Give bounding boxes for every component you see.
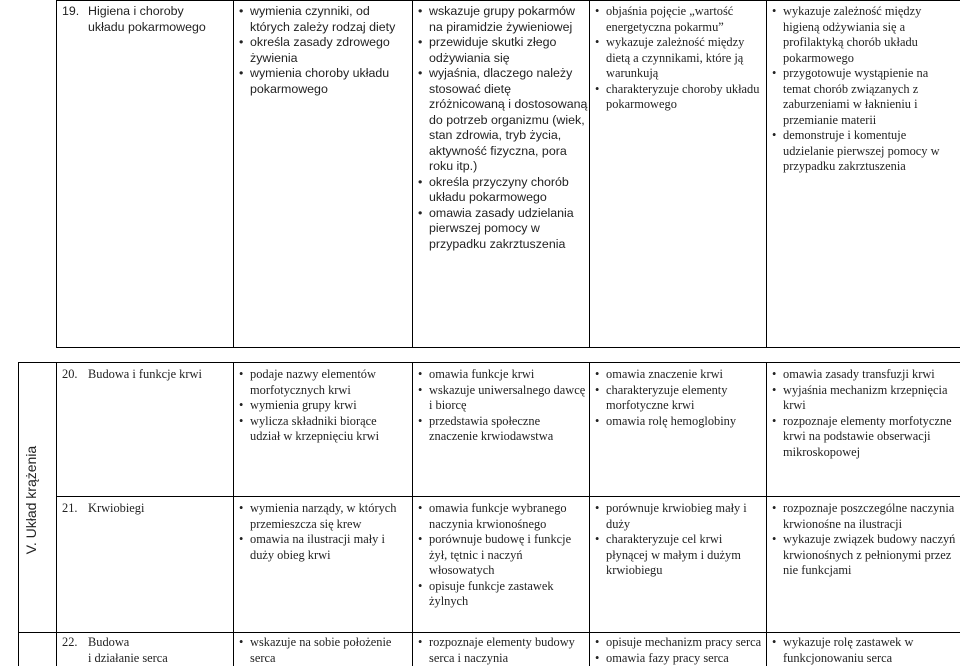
list-item: • omawia funkcje krwi	[416, 367, 588, 383]
list-item: • wymienia choroby układu pokarmowego	[237, 66, 409, 97]
row-19-col1	[237, 4, 409, 97]
row-19-topic: 19. Higiena i choroby układu pokarmowego	[62, 4, 206, 34]
list-item: • określa zasady zdrowego żywienia	[237, 35, 409, 66]
list-item: • omawia fazy pracy serca	[593, 651, 765, 666]
row-21-col1	[237, 501, 409, 563]
list-item: • wymienia grupy krwi	[237, 398, 409, 414]
row-20-col2	[416, 367, 588, 445]
list-item: • omawia funkcje wybranego naczynia krwionośnego	[416, 501, 588, 532]
row-19-col2	[416, 4, 588, 252]
row-19-col3	[593, 4, 765, 113]
row-22-col4	[770, 635, 958, 666]
row-20-col1	[237, 367, 409, 445]
list-item: • opisuje funkcje zastawek żylnych	[416, 579, 588, 610]
list-item: • przygotowuje wystąpienie na temat chorób związanych z zaburzeniami w łaknieniu i przemianie materii	[770, 66, 958, 128]
list-item: • rozpoznaje poszczególne naczynia krwionośne na ilustracji	[770, 501, 958, 532]
list-item: • omawia zasady transfuzji krwi	[770, 367, 958, 383]
list-item: • wykazuje zależność między higieną odżywiania się a profilaktyką chorób układu pokarmowego	[770, 4, 958, 66]
list-item: • charakteryzuje elementy morfotyczne krwi	[593, 383, 765, 414]
row-number: 21.	[62, 501, 78, 515]
row-20-col4	[770, 367, 958, 460]
list-item: • demonstruje i komentuje udzielanie pierwszej pomocy w przypadku zakrztuszenia	[770, 128, 958, 175]
list-item: • wskazuje uniwersalnego dawcę i biorcę	[416, 383, 588, 414]
list-item: • opisuje mechanizm pracy serca	[593, 635, 765, 651]
list-item: • wyjaśnia mechanizm krzepnięcia krwi	[770, 383, 958, 414]
list-item: • wskazuje na sobie położenie serca	[237, 635, 409, 666]
list-item: • omawia zasady udzielania pierwszej pomocy w przypadku zakrztuszenia	[416, 206, 588, 253]
row-21-col2	[416, 501, 588, 610]
list-item: • rozpoznaje elementy budowy serca i naczynia	[416, 635, 588, 666]
row-number: 22.	[62, 635, 78, 649]
list-item: • omawia rolę hemoglobiny	[593, 414, 765, 430]
row-19-col4	[770, 4, 958, 175]
row-20-topic: 20. Budowa i funkcje krwi	[62, 367, 202, 381]
list-item: • rozpoznaje elementy morfotyczne krwi na podstawie obserwacji mikroskopowej	[770, 414, 958, 461]
list-item: • podaje nazwy elementów morfotycznych krwi	[237, 367, 409, 398]
list-item: • wylicza składniki biorące udział w krzepnięciu krwi	[237, 414, 409, 445]
list-item: • wykazuje związek budowy naczyń krwionośnych z pełnionymi przez nie funkcjami	[770, 532, 958, 579]
row-22-col3	[593, 635, 765, 666]
list-item: • charakteryzuje cel krwi płynącej w małym i dużym krwiobiegu	[593, 532, 765, 579]
list-item: • wymienia narządy, w których przemieszcza się krew	[237, 501, 409, 532]
list-item: • porównuje budowę i funkcje żył, tętnic i naczyń włosowatych	[416, 532, 588, 579]
list-item: • określa przyczyny chorób układu pokarmowego	[416, 175, 588, 206]
list-item: • omawia znaczenie krwi	[593, 367, 765, 383]
row-22-col1	[237, 635, 409, 666]
row-21-col4	[770, 501, 958, 579]
row-number: 19.	[62, 4, 80, 18]
list-item: • wykazuje rolę zastawek w funkcjonowaniu serca	[770, 635, 958, 666]
section-label: V. Układ krążenia	[23, 445, 39, 555]
row-21-topic: 21. Krwiobiegi	[62, 501, 145, 515]
list-item: • wyjaśnia, dlaczego należy stosować dietę zróżnicowaną i dostosowaną do potrzeb organizmu (wiek, stan zdrowia, tryb życia, aktywność fizyczna, pora roku itp.)	[416, 66, 588, 175]
list-item: • wykazuje zależność między dietą a czynnikami, które ją warunkują	[593, 35, 765, 82]
row-number: 20.	[62, 367, 78, 381]
row-21-col3	[593, 501, 765, 579]
list-item: • przewiduje skutki złego odżywiania się	[416, 35, 588, 66]
row-22-topic: 22. Budowa i działanie serca	[62, 635, 168, 665]
list-item: • przedstawia społeczne znaczenie krwiodawstwa	[416, 414, 588, 445]
row-20-col3	[593, 367, 765, 429]
list-item: • wskazuje grupy pokarmów na piramidzie żywieniowej	[416, 4, 588, 35]
row-22-col2	[416, 635, 588, 666]
list-item: • charakteryzuje choroby układu pokarmowego	[593, 82, 765, 113]
list-item: • wymienia czynniki, od których zależy rodzaj diety	[237, 4, 409, 35]
list-item: • objaśnia pojęcie „wartość energetyczna pokarmu”	[593, 4, 765, 35]
list-item: • omawia na ilustracji mały i duży obieg krwi	[237, 532, 409, 563]
list-item: • porównuje krwiobieg mały i duży	[593, 501, 765, 532]
